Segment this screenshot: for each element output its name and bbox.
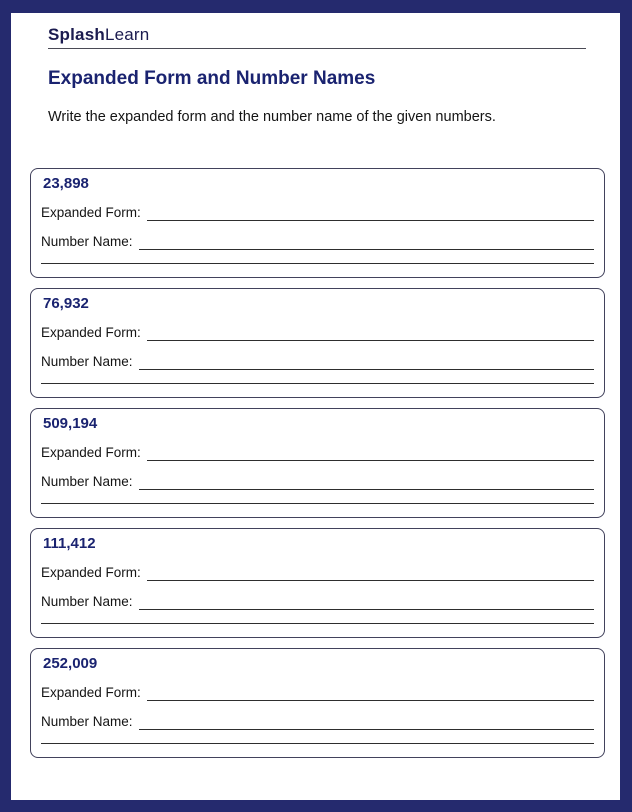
continuation-write-line	[41, 383, 594, 384]
logo-text-bold: Splash	[48, 25, 105, 44]
number-name-write-line	[139, 354, 594, 370]
expanded-form-row	[41, 325, 594, 341]
expanded-form-write-line	[147, 565, 594, 581]
number-name-label: Number Name:	[41, 474, 133, 489]
expanded-form-row	[41, 685, 594, 701]
problem-number: 509,194	[43, 415, 98, 432]
expanded-form-label: Expanded Form:	[41, 205, 141, 220]
expanded-form-label: Expanded Form:	[41, 325, 141, 340]
continuation-write-line	[41, 503, 594, 504]
number-name-row	[41, 234, 594, 250]
number-name-row	[41, 474, 594, 490]
header-divider	[48, 48, 586, 49]
problem-card	[30, 408, 605, 518]
number-name-label: Number Name:	[41, 354, 133, 369]
number-name-write-line	[139, 474, 594, 490]
logo-text-regular: Learn	[104, 25, 150, 44]
problem-number: 111,412	[43, 535, 96, 552]
expanded-form-row	[41, 205, 594, 221]
continuation-write-line	[41, 623, 594, 624]
problem-number: 23,898	[43, 175, 89, 192]
problem-number: 252,009	[43, 655, 98, 672]
expanded-form-write-line	[147, 445, 594, 461]
number-name-row	[41, 714, 594, 730]
number-name-write-line	[139, 594, 594, 610]
instruction-text: Write the expanded form and the number name of the given numbers.	[48, 109, 496, 125]
page-title: Expanded Form and Number Names	[48, 68, 376, 89]
problem-card	[30, 288, 605, 398]
number-name-label: Number Name:	[41, 234, 133, 249]
problem-list	[30, 168, 605, 768]
splashlearn-logo	[48, 25, 149, 45]
expanded-form-label: Expanded Form:	[41, 685, 141, 700]
continuation-write-line	[41, 743, 594, 744]
expanded-form-write-line	[147, 685, 594, 701]
expanded-form-write-line	[147, 325, 594, 341]
number-name-row	[41, 594, 594, 610]
expanded-form-write-line	[147, 205, 594, 221]
expanded-form-label: Expanded Form:	[41, 445, 141, 460]
number-name-label: Number Name:	[41, 594, 133, 609]
problem-card	[30, 648, 605, 758]
worksheet-page	[11, 13, 620, 800]
number-name-write-line	[139, 714, 594, 730]
number-name-label: Number Name:	[41, 714, 133, 729]
continuation-write-line	[41, 263, 594, 264]
number-name-write-line	[139, 234, 594, 250]
expanded-form-label: Expanded Form:	[41, 565, 141, 580]
expanded-form-row	[41, 565, 594, 581]
number-name-row	[41, 354, 594, 370]
problem-number: 76,932	[43, 295, 89, 312]
problem-card	[30, 168, 605, 278]
problem-card	[30, 528, 605, 638]
expanded-form-row	[41, 445, 594, 461]
